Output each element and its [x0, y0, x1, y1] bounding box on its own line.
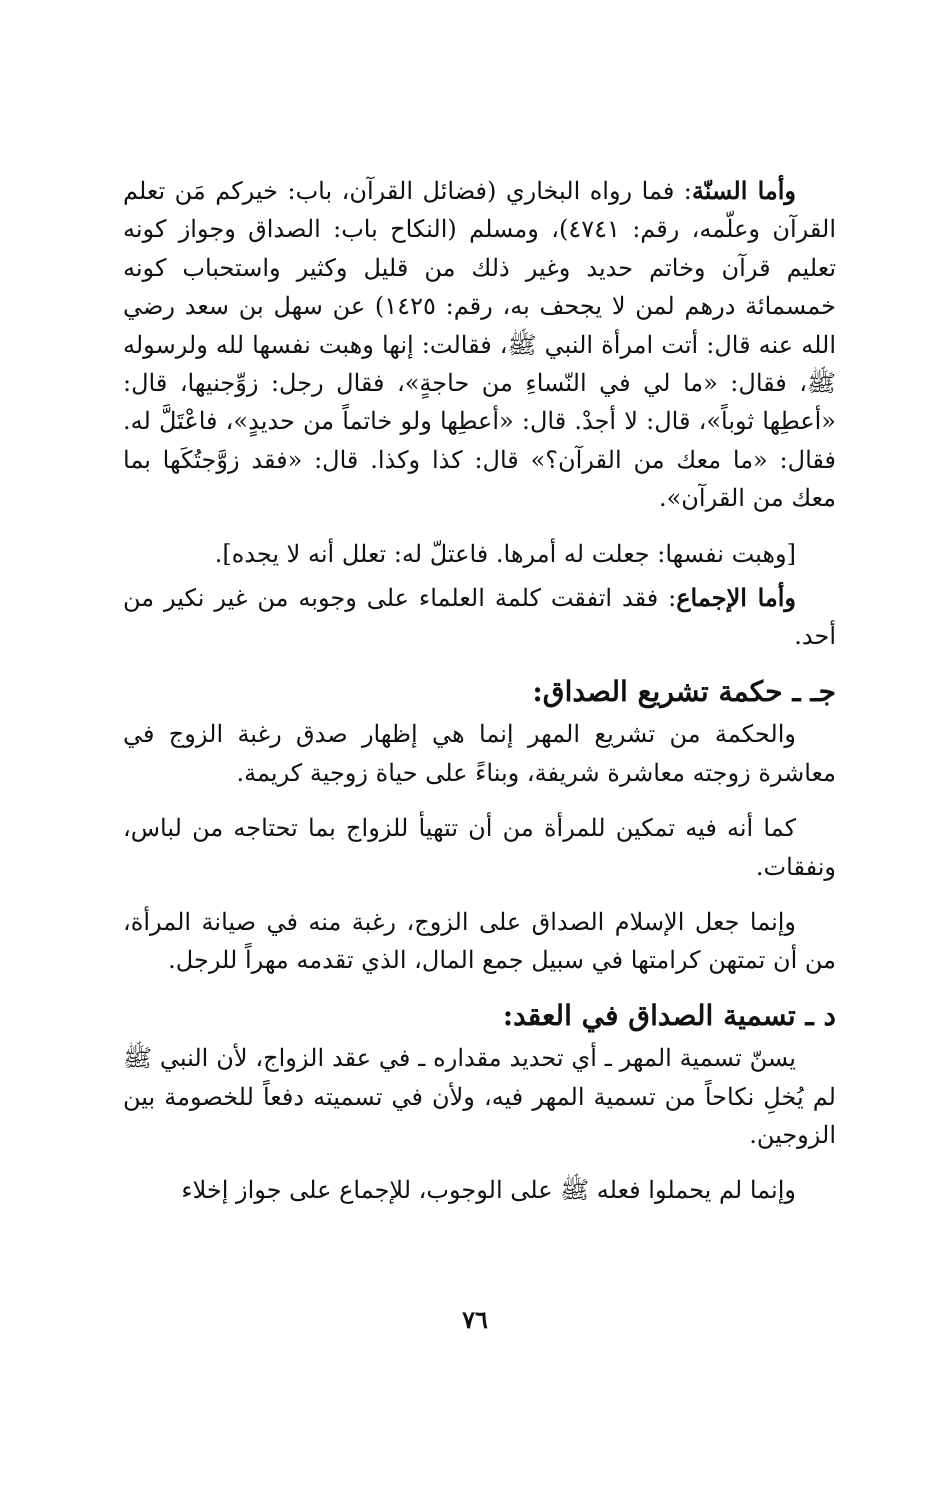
heading-hikma: جـ ـ حكمة تشريع الصداق:	[532, 674, 836, 708]
hikma-paragraph-2: كما أنه فيه تمكين للمرأة من أن تتهيأ للزواج بما تحتاجه من لباس، ونفقات.	[123, 814, 836, 881]
gloss-paragraph: [وهبت نفسها: جعلت له أمرها. فاعتلّ له: تعلل أنه لا يجده].	[214, 539, 796, 568]
page-body	[123, 172, 836, 1227]
page-number: ٧٦	[462, 1305, 488, 1334]
tasmiya-paragraph-2: وإنما لم يحملوا فعله ﷺ على الوجوب، للإجماع على جواز إخلاء	[181, 1176, 796, 1205]
heading-tasmiya: د ـ تسمية الصداق في العقد:	[502, 998, 836, 1032]
sunnah-paragraph	[123, 172, 836, 518]
hikma-paragraph-3: وإنما جعل الإسلام الصداق على الزوج، رغبة منه في صيانة المرأة، من أن تمتهن كرامتها في سبيل جمع المال، الذي تقدمه مهراً للرجل.	[123, 907, 836, 975]
sunnah-text: : فما رواه البخاري (فضائل القرآن، باب: خيركم مَن تعلم القرآن وعلّمه، رقم: ٤٧٤١)، ومسلم (النكاح باب: الصداق وجواز كونه تعليم قرآن وخاتم حديد وغير ذلك من قليل وكثير واستحباب كونه خمسمائة درهم لمن لا يجحف به، رقم: ١٤٢٥) عن سهل بن سعد رضي الله عنه قال: أتت امرأة النبي ﷺ، فقالت: إنها وهبت نفسها لله ولرسوله ﷺ، فقال: «ما لي في النّساءِ من حاجةٍ»، فقال رجل: زوِّجنيها، قال: «أعطِها ثوباً»، قال: لا أجدْ. قال: «أعطِها ولو خاتماً من حديدٍ»، فاعْتَلَّ له. فقال: «ما معك من القرآن؟» قال: كذا وكذا. قال: «فقد زوَّجتُكَها بما معك من القرآن».	[123, 177, 837, 513]
sunnah-lead: وأما السنّة	[691, 176, 797, 205]
tasmiya-paragraph-1: يسنّ تسمية المهر ـ أي تحديد مقداره ـ في عقد الزواج، لأن النبي ﷺ لم يُخلِ نكاحاً من تسمية المهر فيه، ولأن في تسميته دفعاً للخصومة بين الزوجين.	[123, 1044, 836, 1149]
hikma-paragraph-1: والحكمة من تشريع المهر إنما هي إظهار صدق رغبة الزوج في معاشرة زوجته معاشرة شريفة، وبناءً على حياة زوجية كريمة.	[123, 720, 836, 787]
ijma-lead: وأما الإجماع	[676, 583, 796, 613]
ijma-paragraph	[123, 579, 836, 656]
ijma-text: : فقد اتفقت كلمة العلماء على وجوبه من غير نكير من أحد.	[123, 584, 836, 651]
